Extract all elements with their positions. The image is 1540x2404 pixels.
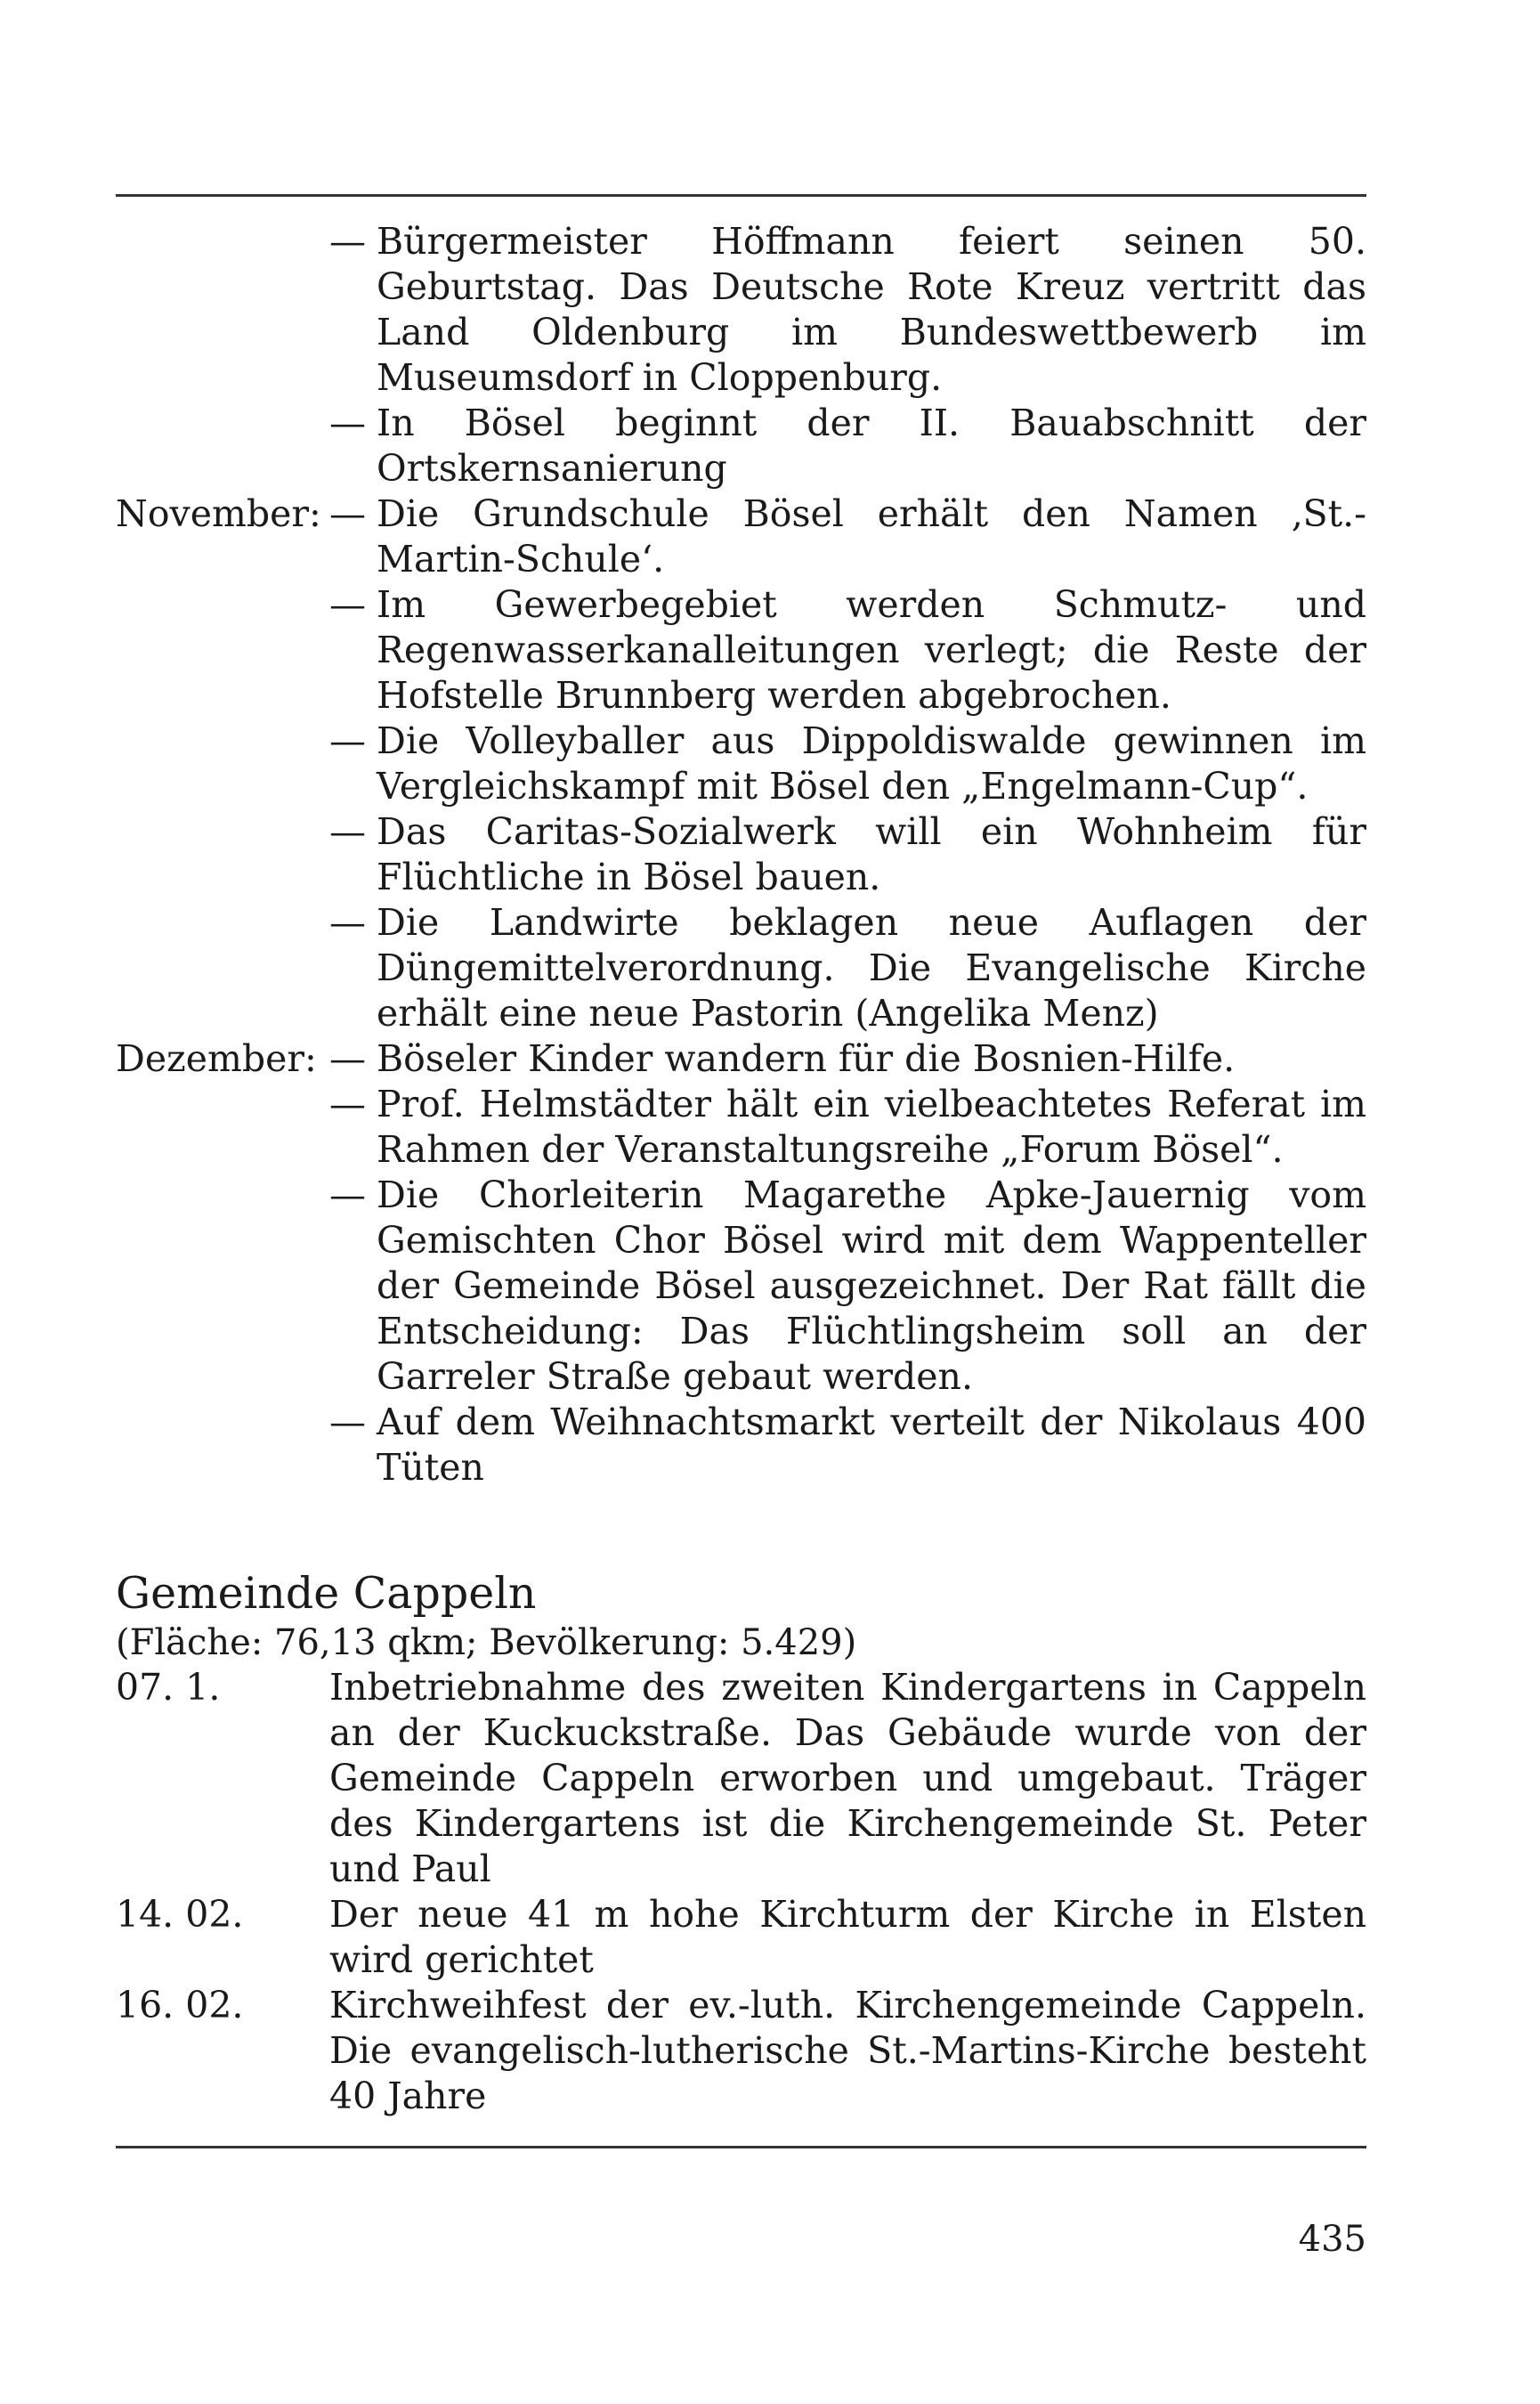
entry-month — [116, 719, 329, 809]
chronicle-entry — [116, 719, 1366, 809]
entry-dash: — — [329, 1174, 366, 1216]
chronicle-entry — [116, 809, 1366, 900]
entry-month: November: — [116, 492, 321, 535]
entry-month — [116, 582, 329, 719]
chronicle-entry — [116, 1173, 1366, 1400]
entry-dash: — — [329, 719, 366, 762]
chronicle-entry — [116, 900, 1366, 1036]
section-subtitle: (Fläche: 76,13 qkm; Bevölkerung: 5.429) — [116, 1622, 857, 1663]
entry-dash: — — [329, 220, 366, 263]
chronicle-entry — [116, 219, 1366, 401]
entry-month: Dezember: — [116, 1037, 317, 1080]
chronicle-list — [116, 219, 1366, 1490]
entry-dash: — — [329, 1083, 366, 1125]
entry-month — [116, 900, 329, 1036]
chronicle-entry — [116, 582, 1366, 719]
entry-text: Kirchweihfest der ev.-luth. Kirchengemeinde Cappeln. Die evangelisch-lutherische St.-Martins-Kirche besteht 40 Jahre — [329, 1984, 1366, 2117]
entry-text: Inbetriebnahme des zweiten Kindergartens in Cappeln an der Kuckuckstraße. Das Gebäude wurde von der Gemeinde Cappeln erworben und umgebaut. Träger des Kindergartens ist die Kirchengemeinde St. Peter und Paul — [329, 1666, 1366, 1890]
dated-entry — [116, 1665, 1366, 1892]
entry-dash: — — [329, 810, 366, 853]
entry-month — [116, 219, 329, 401]
entry-text: Bürgermeister Höffmann feiert seinen 50. Geburtstag. Das Deutsche Rote Kreuz vertritt das Land Oldenburg im Bundeswettbewerb im Museumsdorf in Cloppenburg. — [377, 220, 1366, 399]
chronicle-entry — [116, 1400, 1366, 1490]
chronicle-entry — [116, 1082, 1366, 1173]
entry-text: Im Gewerbegebiet werden Schmutz- und Regenwasserkanalleitungen verlegt; die Reste der Hofstelle Brunnberg werden abgebrochen. — [377, 583, 1366, 717]
chronicle-entry — [116, 1036, 1366, 1082]
entry-text: Die Chorleiterin Magarethe Apke-Jauernig vom Gemischten Chor Bösel wird mit dem Wappenteller der Gemeinde Bösel ausgezeichnet. Der Rat fällt die Entscheidung: Das Flüchtlingsheim soll an der Garreler Straße gebaut werden. — [377, 1174, 1366, 1398]
section-gemeinde-cappeln — [116, 1567, 1366, 2119]
chronicle-entry — [116, 491, 1366, 582]
entry-text: Auf dem Weihnachtsmarkt verteilt der Nikolaus 400 Tüten — [377, 1401, 1366, 1489]
entry-date: 07. 1. — [116, 1666, 221, 1709]
entry-dash: — — [329, 901, 366, 944]
entry-month — [116, 1400, 329, 1490]
entry-text: Das Caritas-Sozialwerk will ein Wohnheim für Flüchtliche in Bösel bauen. — [377, 810, 1366, 898]
dated-entry — [116, 1892, 1366, 1983]
entry-date: 16. 02. — [116, 1984, 244, 2026]
entry-text: Die Volleyballer aus Dippoldiswalde gewinnen im Vergleichskampf mit Bösel den „Engelmann-Cup“. — [377, 719, 1366, 808]
dated-entry — [116, 1983, 1366, 2119]
entry-text: Böseler Kinder wandern für die Bosnien-Hilfe. — [377, 1037, 1236, 1080]
bottom-rule — [116, 2146, 1366, 2148]
entry-text: Prof. Helmstädter hält ein vielbeachtetes Referat im Rahmen der Veranstaltungsreihe „Forum Bösel“. — [377, 1083, 1366, 1171]
entry-month — [116, 401, 329, 491]
entry-text: Der neue 41 m hohe Kirchturm der Kirche in Elsten wird gerichtet — [329, 1893, 1366, 1981]
entry-text: Die Landwirte beklagen neue Auflagen der Düngemittelverordnung. Die Evangelische Kirche erhält eine neue Pastorin (Angelika Menz) — [377, 901, 1366, 1035]
entry-month — [116, 809, 329, 900]
entry-month — [116, 1082, 329, 1173]
page-number: 435 — [1298, 2219, 1366, 2260]
entry-dash: — — [329, 1401, 366, 1443]
section-title: Gemeinde Cappeln — [116, 1568, 537, 1619]
entry-text: Die Grundschule Bösel erhält den Namen ‚St.-Martin-Schule‘. — [377, 492, 1366, 581]
entry-text: In Bösel beginnt der II. Bauabschnitt der Ortskernsanierung — [377, 402, 1366, 490]
chronicle-entry — [116, 401, 1366, 491]
entry-month — [116, 1173, 329, 1400]
top-rule — [116, 194, 1366, 197]
entry-date: 14. 02. — [116, 1893, 244, 1936]
entry-dash: — — [329, 492, 366, 535]
entry-dash: — — [329, 583, 366, 626]
entry-dash: — — [329, 402, 366, 444]
entry-dash: — — [329, 1037, 366, 1080]
